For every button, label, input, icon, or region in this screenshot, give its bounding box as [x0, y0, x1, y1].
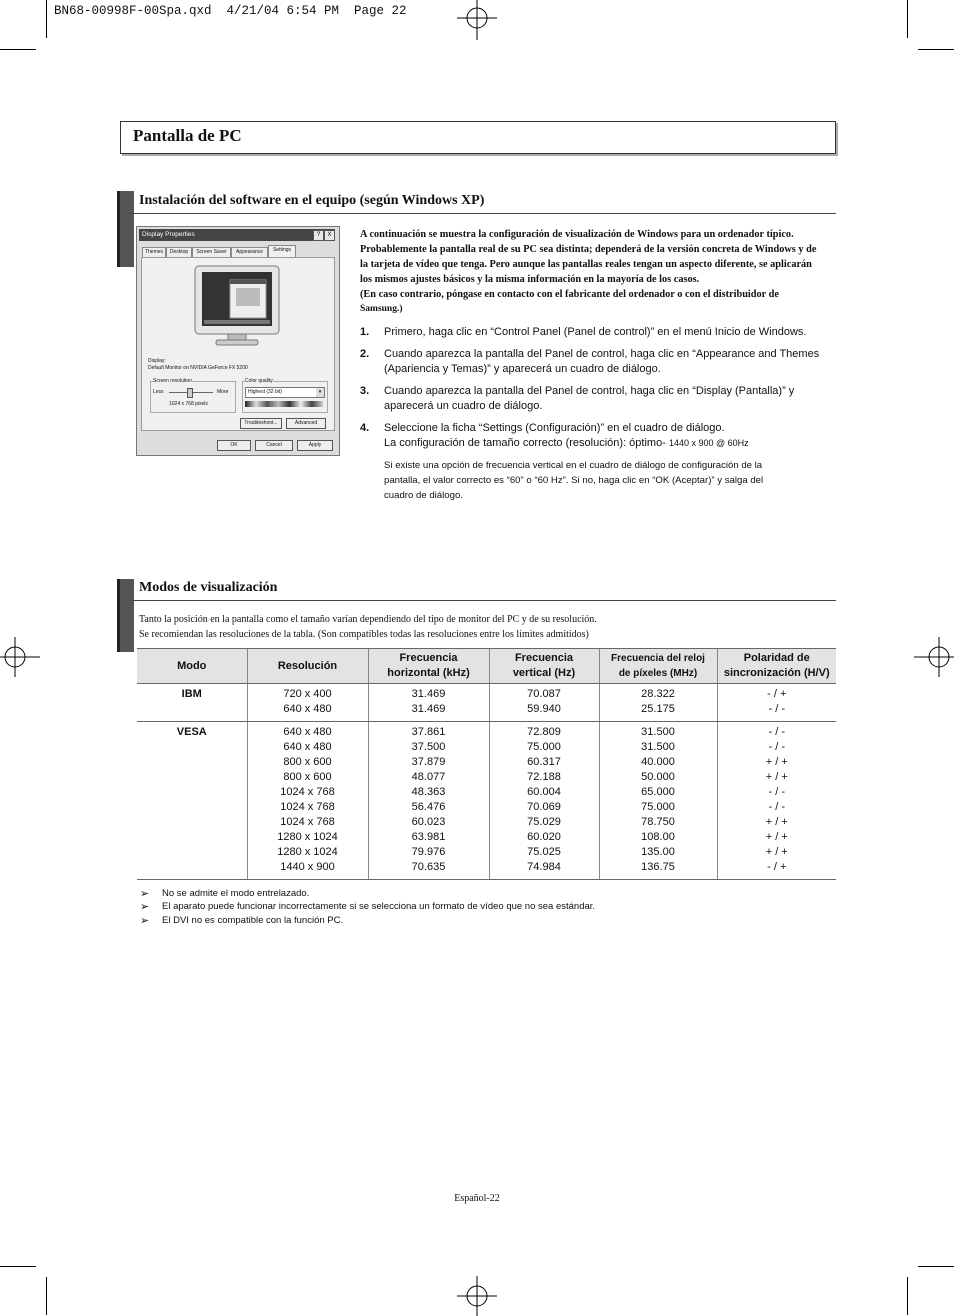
cell-value: 48.077: [411, 771, 446, 783]
crop-mark: [907, 1277, 908, 1315]
cell-value: + / +: [765, 831, 788, 843]
pixel-clock-cell: [599, 684, 717, 722]
cell-value: 60.004: [527, 786, 561, 798]
cell-value: 1280 x 1024: [277, 846, 338, 858]
cell-value: - / +: [767, 688, 787, 700]
cell-value: 31.469: [411, 703, 446, 715]
header-text: Modo: [177, 659, 207, 672]
note-line: cuadro de diálogo.: [384, 490, 463, 501]
more-label: More: [217, 389, 229, 395]
section-bar: [117, 579, 134, 652]
header-polarity: [717, 649, 836, 684]
cell-value: 75.029: [527, 816, 561, 828]
intro-line: Samsung.): [360, 304, 403, 314]
optimum-value: 1440 x 900 @ 60Hz: [668, 438, 749, 448]
dialog-title-bar: [139, 229, 335, 241]
table-header-row: [137, 649, 836, 684]
monitor-icon: [192, 264, 282, 350]
step-text: [384, 384, 834, 414]
cell-value: 37.500: [411, 741, 446, 753]
registration-mark: [457, 1276, 497, 1316]
cell-value: 59.940: [527, 703, 561, 715]
step-line: aparecerá un cuadro de diálogo.: [384, 400, 543, 412]
cell-value: 60.023: [411, 816, 446, 828]
cell-value: 135.00: [641, 846, 675, 858]
crop-mark: [0, 1266, 36, 1267]
arrow-icon: ➢: [140, 888, 150, 900]
cell-value: 72.188: [527, 771, 561, 783]
header-text: Frecuencia del reloj: [611, 653, 705, 664]
display-modes-table: [137, 648, 836, 880]
cell-value: - / -: [768, 786, 785, 798]
step-line: La configuración de tamaño correcto (resolución): óptimo-: [384, 437, 666, 449]
cell-value: 48.363: [411, 786, 446, 798]
cell-value: 70.635: [411, 861, 446, 873]
header-text: Resolución: [277, 659, 338, 672]
h-freq-cell: [368, 684, 489, 722]
dialog-settings-panel: [141, 257, 335, 431]
page-number: Español-22: [454, 1193, 500, 1204]
header-pixel-clock: [599, 649, 717, 684]
header-resolution: [247, 649, 368, 684]
cell-value: 74.984: [527, 861, 561, 873]
note-text: No se admite el modo entrelazado.: [162, 888, 310, 899]
less-label: Less: [153, 389, 164, 395]
cell-value: 25.175: [641, 703, 675, 715]
section-title-install: Instalación del software en el equipo (según Windows XP): [139, 193, 485, 208]
cell-value: 70.069: [527, 801, 561, 813]
cell-value: 31.500: [641, 741, 675, 753]
cell-value: 65.000: [641, 786, 675, 798]
slider-thumb: [187, 388, 193, 398]
registration-mark: [914, 637, 954, 677]
step-text: [384, 347, 834, 377]
color-quality-bar: [245, 401, 323, 407]
header-mode: [137, 649, 247, 684]
intro-line: Tanto la posición en la pantalla como el tamaño varían dependiendo del tipo de monitor del PC y de su resolución.: [139, 614, 597, 625]
tab-desktop: Desktop: [166, 247, 192, 258]
step-number: 1.: [360, 326, 370, 338]
cell-value: 1024 x 768: [280, 816, 335, 828]
registration-mark: [0, 637, 40, 677]
step-number: 3.: [360, 385, 370, 397]
intro-line: los mismos ajustes básicos y la misma información en la mayoría de los casos.: [360, 274, 700, 285]
note-line: Si existe una opción de frecuencia vertical en el cuadro de diálogo de configuración de la: [384, 460, 763, 471]
tab-screen-saver: Screen Saver: [192, 247, 231, 258]
cell-value: - / +: [767, 861, 787, 873]
close-button: X: [324, 230, 335, 241]
cell-value: 72.809: [527, 726, 561, 738]
section-rule: [131, 600, 836, 601]
cell-value: 56.476: [411, 801, 446, 813]
step-number: 2.: [360, 348, 370, 360]
cell-value: 720 x 400: [283, 688, 332, 700]
mode-cell: [137, 684, 247, 722]
ok-button: OK: [217, 440, 251, 451]
arrow-icon: ➢: [140, 915, 150, 927]
header-text: horizontal (kHz): [387, 667, 470, 679]
crop-mark: [46, 0, 47, 38]
intro-line: Probablemente la pantalla real de su PC sea distinta; dependerá de la versión concreta de Windows y de: [360, 244, 817, 255]
header-text: de píxeles (MHz): [618, 668, 698, 679]
cell-value: 31.469: [411, 688, 446, 700]
cell-value: 60.020: [527, 831, 561, 843]
cell-value: 70.087: [527, 688, 561, 700]
color-quality-select: [245, 387, 325, 398]
cell-value: 640 x 480: [283, 726, 332, 738]
display-label: Display:: [148, 358, 166, 364]
modes-intro: [139, 612, 597, 642]
resolution-value: 1024 x 768 pixels: [169, 401, 208, 407]
arrow-icon: ➢: [140, 901, 150, 913]
intro-line: (En caso contrario, póngase en contacto con el fabricante del ordenador o con el distribuidor de: [360, 289, 779, 300]
pixel-clock-cell: [599, 722, 717, 880]
crop-mark: [46, 1277, 47, 1315]
cell-value: 63.981: [411, 831, 446, 843]
cell-value: 75.000: [527, 741, 561, 753]
table-row: [137, 722, 836, 880]
section-rule: [131, 213, 836, 214]
cell-value: 800 x 600: [283, 756, 332, 768]
cell-value: - / -: [768, 741, 785, 753]
dialog-title: Display Properties: [142, 231, 195, 238]
cell-value: 37.879: [411, 756, 446, 768]
mode-name: IBM: [181, 688, 202, 700]
cell-value: + / +: [765, 771, 788, 783]
crop-mark: [918, 1266, 954, 1267]
header-text: vertical (Hz): [512, 667, 576, 679]
resolution-group: [150, 378, 236, 413]
mode-cell: [137, 722, 247, 880]
display-properties-dialog: [136, 226, 340, 456]
cell-value: 78.750: [641, 816, 675, 828]
polarity-cell: [717, 684, 836, 722]
header-h-freq: [368, 649, 489, 684]
advanced-button: Advanced: [286, 418, 326, 429]
step-text: [384, 421, 834, 451]
note-text: El aparato puede funcionar incorrectamente si se selecciona un formato de vídeo que no sea estándar.: [162, 901, 596, 912]
cell-value: 800 x 600: [283, 771, 332, 783]
cell-value: 1024 x 768: [280, 801, 335, 813]
cell-value: 1440 x 900: [280, 861, 335, 873]
step-text: [384, 325, 834, 340]
crop-mark: [0, 49, 36, 50]
page-title: Pantalla de PC: [133, 126, 242, 145]
intro-line: la tarjeta de vídeo que tenga. Pero aunque las pantallas reales tengan un aspecto diferente, se aplicarán: [360, 259, 812, 270]
crop-mark: [918, 49, 954, 50]
help-button: ?: [313, 230, 324, 241]
cell-value: 28.322: [641, 688, 675, 700]
intro-line: Se recomiendan las resoluciones de la tabla. (Son compatibles todas las resoluciones entre los límites admitidos): [139, 629, 589, 640]
cell-value: - / -: [768, 726, 785, 738]
header-text: sincronización (H/V): [723, 667, 830, 679]
apply-button: Apply: [297, 440, 333, 451]
cell-value: - / -: [768, 801, 785, 813]
cell-value: + / +: [765, 846, 788, 858]
troubleshoot-button: Troubleshoot...: [240, 418, 282, 429]
header-text: Polaridad de: [743, 652, 810, 664]
chevron-down-icon: ▾: [316, 388, 324, 397]
cell-value: 79.976: [411, 846, 446, 858]
cell-value: 40.000: [641, 756, 675, 768]
tab-themes: Themes: [142, 247, 166, 258]
note-line: pantalla, el valor correcto es “60” o “60 Hz”. Si no, haga clic en “OK (Aceptar)” y salga del: [384, 475, 764, 486]
cell-value: - / -: [768, 703, 785, 715]
cell-value: + / +: [765, 816, 788, 828]
display-value: Default Monitor on NVIDIA GeForce FX 5200: [148, 365, 248, 371]
mode-name: VESA: [176, 726, 207, 738]
step-line: Seleccione la ficha “Settings (Configuración)” en el cuadro de diálogo.: [384, 422, 725, 434]
resolution-label: Screen resolution: [153, 378, 192, 384]
v-freq-cell: [489, 684, 599, 722]
polarity-cell: [717, 722, 836, 880]
cell-value: 640 x 480: [283, 703, 332, 715]
step-line: Cuando aparezca la pantalla del Panel de control, haga clic en “Display (Pantalla)” y: [384, 385, 795, 397]
step-line: (Apariencia y Temas)” y aparecerá un cuadro de diálogo.: [384, 363, 661, 375]
header-text: Frecuencia: [514, 652, 574, 664]
cell-value: 640 x 480: [283, 741, 332, 753]
section-title-modes: Modos de visualización: [139, 580, 278, 595]
tab-appearance: Appearance: [231, 247, 268, 258]
color-quality-group: [242, 378, 328, 413]
step-4-note: [384, 458, 834, 503]
v-freq-cell: [489, 722, 599, 880]
registration-mark: [457, 0, 497, 40]
cell-value: 75.000: [641, 801, 675, 813]
note-text: El DVI no es compatible con la función PC.: [162, 915, 344, 926]
color-quality-label: Color quality: [245, 378, 273, 384]
header-v-freq: [489, 649, 599, 684]
cell-value: 1280 x 1024: [277, 831, 338, 843]
step-line: Cuando aparezca la pantalla del Panel de control, haga clic en “Appearance and Themes: [384, 348, 820, 360]
resolution-cell: [247, 722, 368, 880]
section-bar: [117, 191, 134, 267]
cell-value: 31.500: [641, 726, 675, 738]
cancel-button: Cancel: [255, 440, 293, 451]
cell-value: + / +: [765, 756, 788, 768]
slug-line: BN68-00998F-00Spa.qxd 4/21/04 6:54 PM Page 22: [54, 4, 407, 18]
page-title-box: [120, 121, 836, 154]
cell-value: 60.317: [527, 756, 561, 768]
step-line: Primero, haga clic en “Control Panel (Panel de control)” en el menú Inicio de Windows.: [384, 326, 807, 338]
table-row: [137, 684, 836, 722]
cell-value: 50.000: [641, 771, 675, 783]
tab-settings: Settings: [268, 245, 296, 257]
cell-value: 1024 x 768: [280, 786, 335, 798]
cell-value: 37.861: [411, 726, 446, 738]
step-line-optimum: [384, 436, 834, 451]
cell-value: 108.00: [641, 831, 675, 843]
cell-value: 136.75: [641, 861, 675, 873]
step-number: 4.: [360, 422, 370, 434]
intro-line: A continuación se muestra la configuración de visualización de Windows para un ordenador típico.: [360, 229, 794, 240]
resolution-cell: [247, 684, 368, 722]
cell-value: 75.025: [527, 846, 561, 858]
h-freq-cell: [368, 722, 489, 880]
install-intro: [360, 227, 835, 317]
color-quality-value: Highest (32 bit): [248, 389, 282, 395]
crop-mark: [907, 0, 908, 38]
header-text: Frecuencia: [399, 652, 458, 664]
